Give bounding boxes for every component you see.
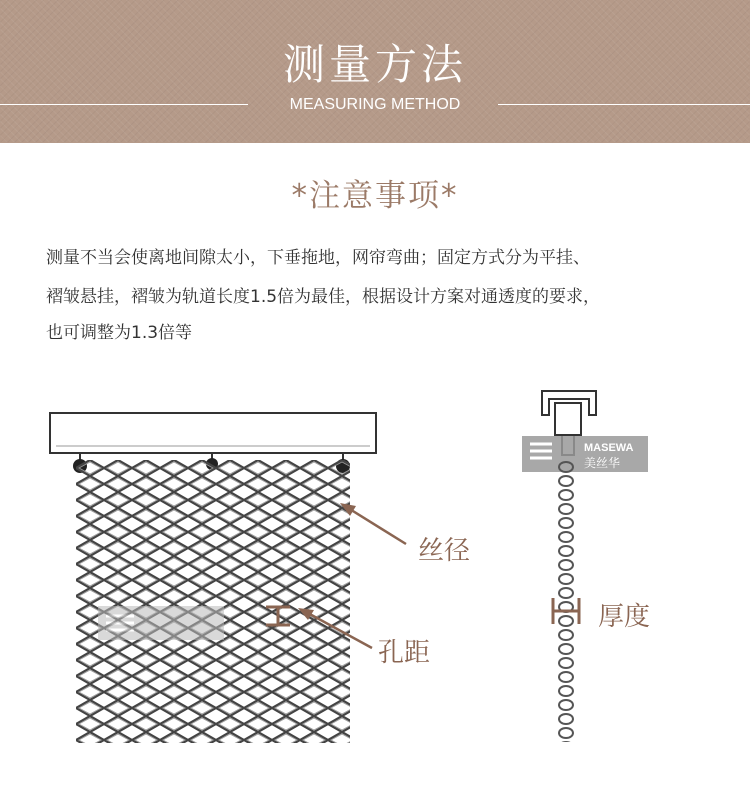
mesh-curtain-panel bbox=[76, 460, 350, 743]
watermark-logo bbox=[98, 606, 224, 640]
wire-diameter-label: 丝径 bbox=[418, 536, 471, 566]
notice-line-3: 也可调整为1.3倍等 bbox=[46, 323, 193, 343]
hole-spacing-label: 孔距 bbox=[378, 638, 431, 668]
curtain-track bbox=[50, 413, 376, 453]
side-watermark-cn: 美丝华 bbox=[584, 456, 621, 470]
page-subtitle: MEASURING METHOD bbox=[289, 96, 461, 113]
notice-title: *注意事项* bbox=[291, 178, 459, 214]
curtain-diagram-svg bbox=[0, 360, 750, 790]
thickness-label: 厚度 bbox=[598, 602, 651, 632]
page-title: 测量方法 bbox=[282, 40, 467, 89]
subtitle-divider-right bbox=[498, 104, 750, 105]
measurement-diagram bbox=[0, 360, 750, 790]
header-banner bbox=[0, 0, 750, 143]
side-watermark-brand: MASEWA bbox=[584, 442, 634, 454]
side-chain bbox=[556, 460, 576, 742]
notice-line-1: 测量不当会使离地间隙太小，下垂拖地，网帘弯曲；固定方式分为平挂、 bbox=[46, 248, 590, 268]
notice-line-2: 褶皱悬挂，褶皱为轨道长度1.5倍为最佳，根据设计方案对通透度的要求， bbox=[46, 287, 601, 307]
